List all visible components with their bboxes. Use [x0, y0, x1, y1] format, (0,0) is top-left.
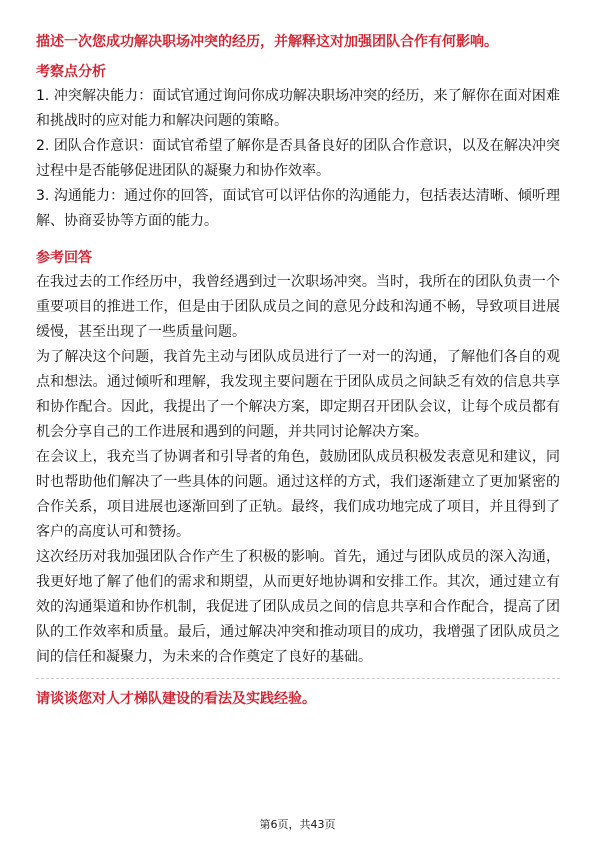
answer-paragraph: 在我过去的工作经历中，我曾经遇到过一次职场冲突。当时，我所在的团队负责一个重要项目的推进工作，但是由于团队成员之间的意见分歧和沟通不畅，导致项目进展缓慢，甚至出现了一些质量问题。	[36, 274, 560, 340]
answer-section-title: 参考回答	[36, 250, 92, 266]
analysis-point: 3. 沟通能力：通过你的回答，面试官可以评估你的沟通能力，包括表达清晰、倾听理解、协商妥协等方面的能力。	[36, 188, 560, 229]
answer-paragraph: 为了解决这个问题，我首先主动与团队成员进行了一对一的沟通，了解他们各自的观点和想法。通过倾听和理解，我发现主要问题在于团队成员之间缺乏有效的信息共享和协作配合。因此，我提出了一个解决方案，即定期召开团队会议，让每个成员都有机会分享自己的工作进展和遇到的问题，并共同讨论解决方案。	[36, 349, 560, 440]
answer-paragraph: 这次经历对我加强团队合作产生了积极的影响。首先，通过与团队成员的深入沟通，我更好地了解了他们的需求和期望，从而更好地协调和安排工作。其次，通过建立有效的沟通渠道和协作机制，我促进了团队成员之间的信息共享和合作配合，提高了团队的工作效率和质量。最后，通过解决冲突和推动项目的成功，我增强了团队成员之间的信任和凝聚力，为未来的合作奠定了良好的基础。	[36, 549, 560, 665]
document-page	[36, 30, 560, 711]
answer-body	[36, 270, 560, 670]
next-question-heading: 请谈谈您对人才梯队建设的看法及实践经验。	[36, 691, 316, 707]
analysis-points	[36, 84, 560, 234]
section-divider	[36, 678, 560, 679]
analysis-section-title: 考察点分析	[36, 64, 106, 80]
page-number-footer: 第6页，共43页	[259, 818, 336, 831]
analysis-point: 2. 团队合作意识：面试官希望了解你是否具备良好的团队合作意识，以及在解决冲突过程中是否能够促进团队的凝聚力和协作效率。	[36, 138, 560, 179]
question-heading: 描述一次您成功解决职场冲突的经历，并解释这对加强团队合作有何影响。	[36, 34, 498, 50]
answer-paragraph: 在会议上，我充当了协调者和引导者的角色，鼓励团队成员积极发表意见和建议，同时也帮助他们解决了一些具体的问题。通过这样的方式，我们逐渐建立了更加紧密的合作关系，项目进展也逐渐回到了正轨。最终，我们成功地完成了项目，并且得到了客户的高度认可和赞扬。	[36, 449, 560, 540]
analysis-point: 1. 冲突解决能力：面试官通过询问你成功解决职场冲突的经历，来了解你在面对困难和挑战时的应对能力和解决问题的策略。	[36, 88, 560, 129]
